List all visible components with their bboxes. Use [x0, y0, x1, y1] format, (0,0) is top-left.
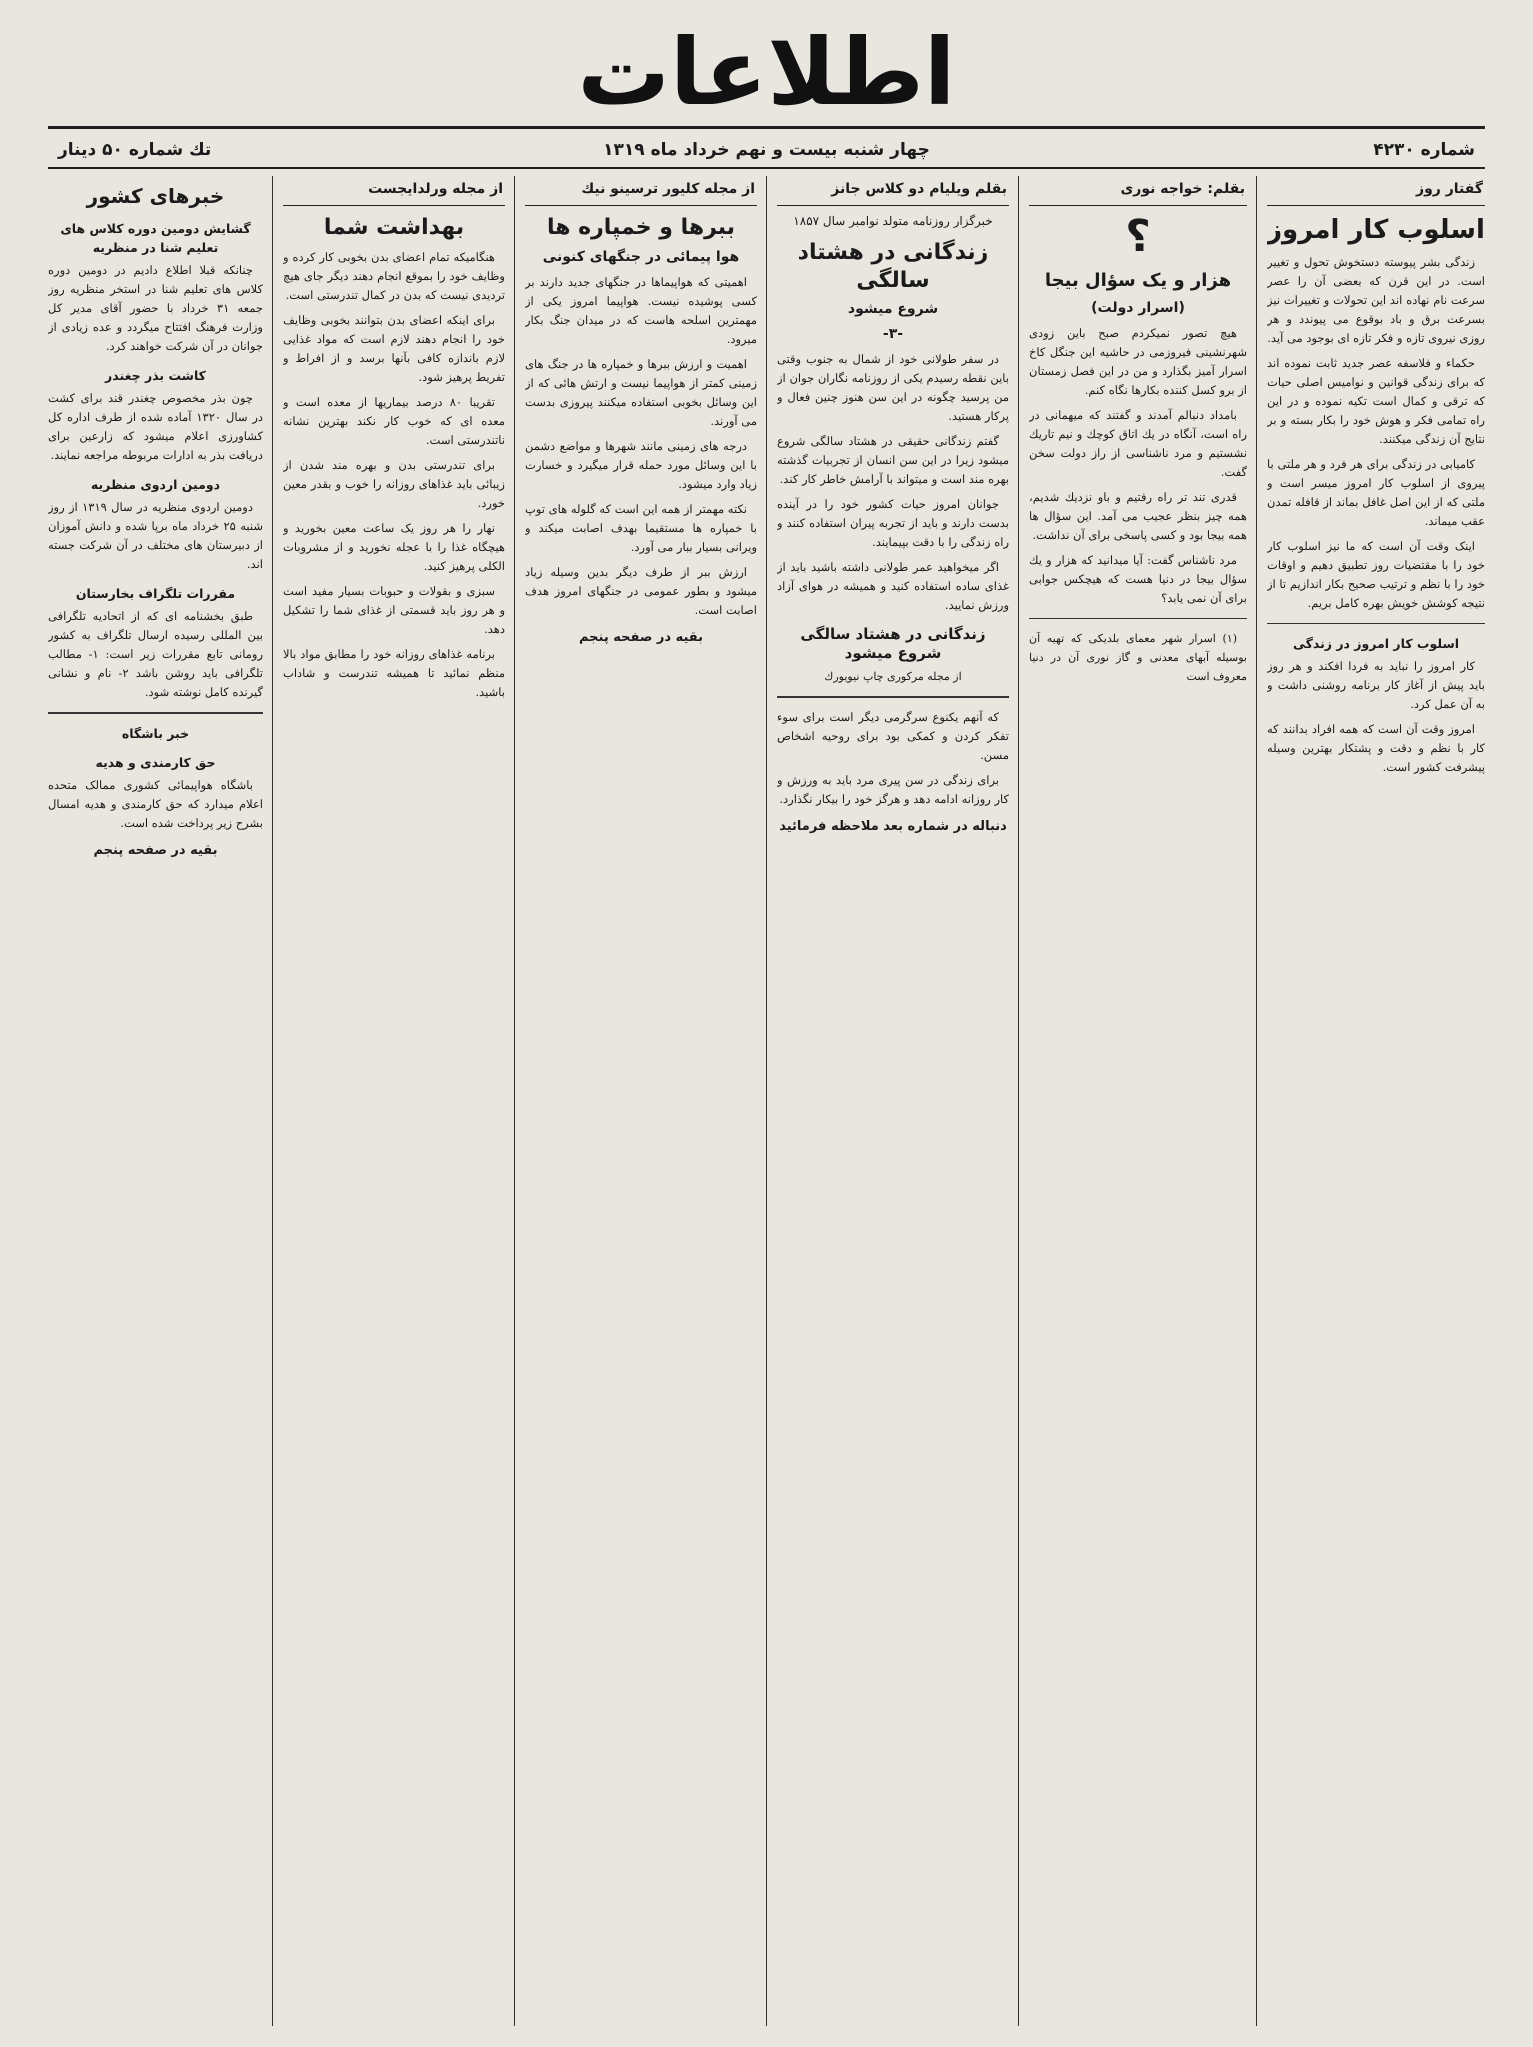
- columns: [48, 176, 1485, 2026]
- continuation-note: بقیه در صفحه پنجم: [93, 842, 218, 858]
- section-title: خبرهای کشور: [86, 184, 225, 208]
- divider: [48, 712, 263, 714]
- column-khajeh-nouri: [1029, 176, 1247, 2026]
- news-text: طبق بخشنامه ای که از اتحادیه تلگرافی بین المللی رسیده ارسال تلگراف به کشور رومانی تابع مقررات زیر است: ۱- مطالب تلگرافی باید روشن باشد ۲- نام و نشانی گیرنده کامل نوشته شود.: [48, 609, 263, 699]
- question-mark-graphic: ؟: [1125, 211, 1151, 262]
- column-kicker: بقلم: خواجه نوری: [1029, 176, 1247, 206]
- article-paragraph: تقریبا ۸۰ درصد بیماریها از معده است و معده ای که خوب کار نکند بهترین نشانه ناتندرستی است.: [283, 394, 505, 447]
- column-kicker: از مجله ورلدایجست: [283, 176, 505, 206]
- article-paragraph: بامداد دنبالم آمدند و گفتند که میهمانی در راه است، آنگاه در یك اتاق کوچك و نیم تاریك نشستیم و مرد ناشناسی از راز دولت سخن گفت.: [1029, 407, 1247, 479]
- article-paragraph: قدری تند تر راه رفتیم و باو نزدیك شدیم، همه چیز بنظر عجیب می آمد. این سؤال ها همه بیجا بود و کسی پاسخی برای آن نداشت.: [1029, 489, 1247, 542]
- news-headline: گشایش دومین دوره کلاس های تعلیم شنا در منظریه: [60, 221, 251, 255]
- article-subtitle: هوا پیمائی در جنگهای کنونی: [542, 248, 740, 265]
- article-paragraph: نهار را هر روز یک ساعت معین بخورید و هیچگاه غذا را با عجله نخورید و از مشروبات الکلی پرهیز کنید.: [283, 520, 505, 573]
- article-headline: اسلوب کار امروز: [1267, 215, 1485, 245]
- news-text: چنانکه قبلا اطلاع دادیم در دومین دوره کلاس های تعلیم شنا در استخر منظریه روز جمعه ۳۱ خرداد با حضور آقای مدیر کل وزارت فرهنگ افتتاح میگردد و عده زیادی از جوانان در آن شرکت خواهند کرد.: [48, 263, 263, 353]
- news-text: دومین اردوی منظریه در سال ۱۳۱۹ از روز شنبه ۲۵ خرداد ماه برپا شده و دانش آموزان از دبیرستان های مختلف در آن شرکت جسته اند.: [48, 500, 263, 571]
- issue-number: شماره ۴۲۳۰: [1373, 140, 1475, 160]
- article-paragraph: هیچ تصور نمیکردم صبح باین زودی شهرنشینی فیروزمی در حاشیه این جنگل کاخ اسرار آمیز بگذارد و من در این فصل زمستان از برو کسل کننده بکارها نگاه کنم.: [1029, 325, 1247, 397]
- article-paragraph: امروز وقت آن است که همه افراد بدانند که کار با نظم و دقت و پشتکار بهترین وسیله پیشرفت کشور است.: [1267, 722, 1485, 774]
- part-number: -۳-: [882, 326, 904, 342]
- column-national-news: [48, 176, 263, 2026]
- column-editorial: [1267, 176, 1485, 2026]
- article-paragraph: کامیابی در زندگی برای هر فرد و هر ملتی با پیروی از اسلوب کار امروز میسر است و ملتی که از این اصل غافل بماند از قافله تمدن عقب میماند.: [1267, 456, 1485, 528]
- article-paragraph: در سفر طولانی خود از شمال به جنوب وقتی باین نقطه رسیدم یکی از روزنامه نگاران جوان از من پرسید چگونه در این سن هنوز چنین فعال و پرکار هستید.: [777, 352, 1009, 423]
- article-paragraph: نکته مهمتر از همه این است که گلوله های توپ با خمپاره ها مستقیما بهدف اصابت میکند و ویرانی بسیار ببار می آورد.: [525, 501, 757, 554]
- continuation-note: دنباله در شماره بعد ملاحظه فرمائید: [779, 818, 1007, 834]
- article-source: از مجله مرکوری چاپ نیویورك: [824, 670, 962, 683]
- article-headline: بهداشت شما: [323, 215, 465, 240]
- masthead: [40, 18, 1493, 128]
- article-paragraph: برنامه غذاهای روزانه خود را مطابق مواد بالا منظم نمائید تا همیشه تندرست و شاداب باشید.: [283, 646, 505, 699]
- article-paragraph: ارزش ببر از طرف دیگر بدین وسیله زیاد میشود و بطور عمومی در جنگهای امروز هدف اصابت است.: [525, 564, 757, 617]
- article-paragraph: درجه های زمینی مانند شهرها و مواضع دشمن با این وسائل مورد حمله قرار میگیرد و خسارت زیاد وارد میشود.: [525, 438, 757, 491]
- article-paragraph: برای تندرستی بدن و بهره مند شدن از زیبائی باید غذاهای روزانه را خوب و بقدر معین خورد.: [283, 457, 505, 510]
- news-headline: خبر باشگاه: [121, 725, 190, 741]
- author-note: خبرگزار روزنامه متولد نوامبر سال ۱۸۵۷: [793, 214, 993, 228]
- article-paragraph: جوانان امروز حیات کشور خود را در آینده بدست دارند و باید از تجربه پیران استفاده کنند و راه زندگی را با دقت بپیمایند.: [777, 497, 1009, 549]
- article-paragraph: اهمیتی که هواپیماها در جنگهای جدید دارند بر کسی پوشیده نیست. هواپیما امروز یکی از مهمترین اسلحه هاست که در میدان جنگ بکار میرود.: [525, 274, 757, 346]
- article-paragraph: حکماء و فلاسفه عصر جدید ثابت نموده اند که برای زندگی قوانین و نوامیس اصلی حیات که ترقی و کمال است تکیه نموده و در این راه تمامی فکر و هوش خود را بکار بسته و بر نتایج آن زندگی میکنند.: [1267, 355, 1485, 446]
- article-paragraph: که آنهم یکنوع سرگرمی دیگر است برای سوء تفکر کردن و کمکی بود برای روحیه اشخاص مسن.: [777, 709, 1009, 762]
- column-kicker: گفتار روز: [1267, 176, 1485, 206]
- article-paragraph: زندگی بشر پیوسته دستخوش تحول و تغییر است. در این قرن که بعضی آن را عصر سرعت نام نهاده اند این تحولات و تغییرات نیز بسرعت برق و باد بوقوع می پیوندد و هر روزی نیروی تازه و فکر تازه ای بوجود می آید.: [1267, 254, 1485, 345]
- article-subhead: اسلوب کار امروز در زندگی: [1292, 636, 1460, 651]
- dateline: [48, 132, 1485, 166]
- article-paragraph: برای اینکه اعضای بدن بتوانند بخوبی وظایف خود را انجام دهند لازم است که مواد غذایی لازم باندازه کافی بآنها برسد و از افراط و تفریط پرهیز شود.: [283, 312, 505, 384]
- column-rule: [1018, 176, 1019, 2026]
- column-kicker: بقلم ویلیام دو کلاس جانز: [777, 176, 1009, 206]
- article-paragraph: سبزی و بقولات و حبوبات بسیار مفید است و هر روز باید قسمتی از غذای شما را تشکیل دهد.: [283, 583, 505, 636]
- article-paragraph: اگر میخواهید عمر طولانی داشته باشید باید از غذای ساده استفاده کنید و همیشه در هوای آزاد ورزش نمایید.: [777, 560, 1009, 612]
- column-william-douglas: [777, 176, 1009, 2026]
- column-rule: [1256, 176, 1257, 2026]
- newspaper-title: اطلاعات: [577, 19, 956, 126]
- article-paragraph: اهمیت و ارزش ببرها و خمپاره ها در جنگ های زمینی کمتر از هواپیما نیست و ارتش هائی که از این وسائل بخوبی استفاده میکنند پیروزی بدست می آورند.: [525, 356, 757, 428]
- issue-price: تك شماره ۵۰ دینار: [58, 140, 212, 160]
- article-paragraph: هنگامیکه تمام اعضای بدن بخوبی کار کرده و وظایف خود را بموقع انجام دهند دیگر جای هیچ تردیدی نیست که بدن در کمال تندرستی است.: [283, 249, 505, 302]
- article-headline: هزار و یک سؤال بیجا: [1044, 270, 1232, 291]
- article-headline: زندگانی در هشتاد سالگی: [797, 240, 989, 293]
- column-health: [283, 176, 505, 2026]
- divider: [1267, 623, 1485, 625]
- column-kicker: از مجله کلیور ترسینو نیك: [525, 176, 757, 206]
- column-rule: [766, 176, 767, 2026]
- article-paragraph: کار امروز را نباید به فردا افکند و هر روز باید پیش از آغاز کار برنامه روشنی داشت و به آن عمل کرد.: [1267, 659, 1485, 711]
- article-paragraph: برای زندگی در سن پیری مرد باید به ورزش و کار روزانه ادامه دهد و هرگز خود را بیکار نگذارد.: [777, 772, 1009, 806]
- news-headline: حق کارمندی و هدیه: [95, 754, 216, 770]
- news-text: چون بذر مخصوص چغندر قند برای کشت در سال ۱۳۲۰ آماده شده از طرف اداره کل کشاورزی اعلام میشود که زارعین برای دریافت بذر به ادارات مربوطه مراجعه نمایند.: [48, 391, 263, 462]
- continuation-note: بقیه در صفحه پنجم: [578, 629, 704, 645]
- news-headline: دومین اردوی منظریه: [90, 477, 221, 492]
- footnote: (۱) اسرار شهر معمای بلدیکی که تهیه آن بوسیله آبهای معدنی و گاز نوری آن در دنیا معروف است: [1029, 632, 1247, 683]
- column-rule: [272, 176, 273, 2026]
- article-paragraph: گفتم زندگانی حقیقی در هشتاد سالگی شروع میشود زیرا در این سن انسان از تجربیات گذشته بهره مند است و میتواند با آرامش خاطر کار کند.: [777, 434, 1009, 486]
- news-text: باشگاه هواپیمائی کشوری ممالک متحده اعلام میدارد که حق کارمندی و هدیه امسال بشرح زیر پرداخت شده است.: [48, 777, 263, 830]
- masthead-rule: [48, 126, 1485, 129]
- column-war-planes: [525, 176, 757, 2026]
- column-rule: [514, 176, 515, 2026]
- news-headline: کاشت بذر چغندر: [105, 368, 206, 383]
- article-headline: ببرها و خمپاره ها: [546, 215, 736, 240]
- news-headline: مقررات تلگراف بخارستان: [75, 586, 236, 601]
- issue-date: چهار شنبه بیست و نهم خرداد ماه ۱۳۱۹: [603, 140, 930, 160]
- article-subhead: زندگانی در هشتاد سالگی شروع میشود: [800, 625, 986, 662]
- dateline-rule: [48, 167, 1485, 169]
- article-paragraph: مرد ناشناس گفت: آیا میدانید که هزار و یك سؤال بیجا در دنیا هست که هیچکس جوابی برای آن نمی یابد؟: [1029, 552, 1247, 605]
- article-subtitle: (اسرار دولت): [1091, 299, 1185, 316]
- article-subtitle: شروع میشود: [847, 301, 939, 317]
- divider: [1029, 618, 1247, 620]
- article-paragraph: اینک وقت آن است که ما نیز اسلوب کار خود را با مقتضیات روز تطبیق دهیم و اوقات خود را با نظم و ترتیب صحیح بکار اندازیم تا از نتیجه کوشش خویش بهره کامل بریم.: [1267, 538, 1485, 610]
- divider: [777, 696, 1009, 698]
